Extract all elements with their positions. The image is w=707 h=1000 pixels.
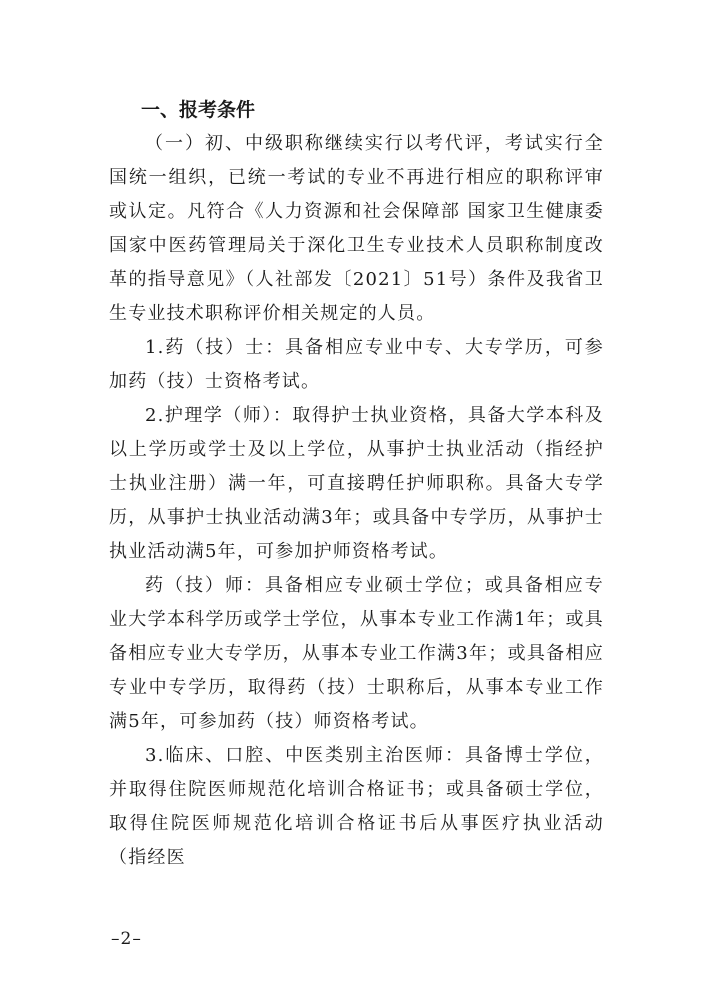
paragraph-intro: （一）初、中级职称继续实行以考代评，考试实行全国统一组织，已统一考试的专业不再进行相应的职称评审或认定。凡符合《人力资源和社会保障部 国家卫生健康委 国家中医药管理局关于深化卫生专业技术人员职称制度改革的指导意见》（人社部发〔2021〕51号）条件及我省卫生专业技术职称评价相关规定的人员。: [109, 133, 604, 324]
section-heading: 一、报考条件: [141, 99, 256, 121]
document-body: [109, 93, 604, 875]
paragraph-pharmacist: 药（技）师：具备相应专业硕士学位；或具备相应专业大学本科学历或学士学位，从事本专业工作满1年；或具备相应专业大专学历，从事本专业工作满3年；或具备相应专业中专学历，取得药（技）士职称后，从事本专业工作满5年，可参加药（技）师资格考试。: [109, 575, 604, 732]
page-number: –2–: [111, 929, 142, 949]
paragraph-attending-physician: 3.临床、口腔、中医类别主治医师：具备博士学位，并取得住院医师规范化培训合格证书；或具备硕士学位，取得住院医师规范化培训合格证书后从事医疗执业活动（指经医: [109, 745, 604, 868]
paragraph-pharmacist-technician: 1.药（技）士：具备相应专业中专、大专学历，可参加药（技）士资格考试。: [109, 337, 604, 392]
paragraph-nursing: 2.护理学（师）：取得护士执业资格，具备大学本科及以上学历或学士及以上学位，从事护士执业活动（指经护士执业注册）满一年，可直接聘任护师职称。具备大专学历，从事护士执业活动满3年；或具备中专学历，从事护士执业活动满5年，可参加护师资格考试。: [109, 405, 604, 562]
